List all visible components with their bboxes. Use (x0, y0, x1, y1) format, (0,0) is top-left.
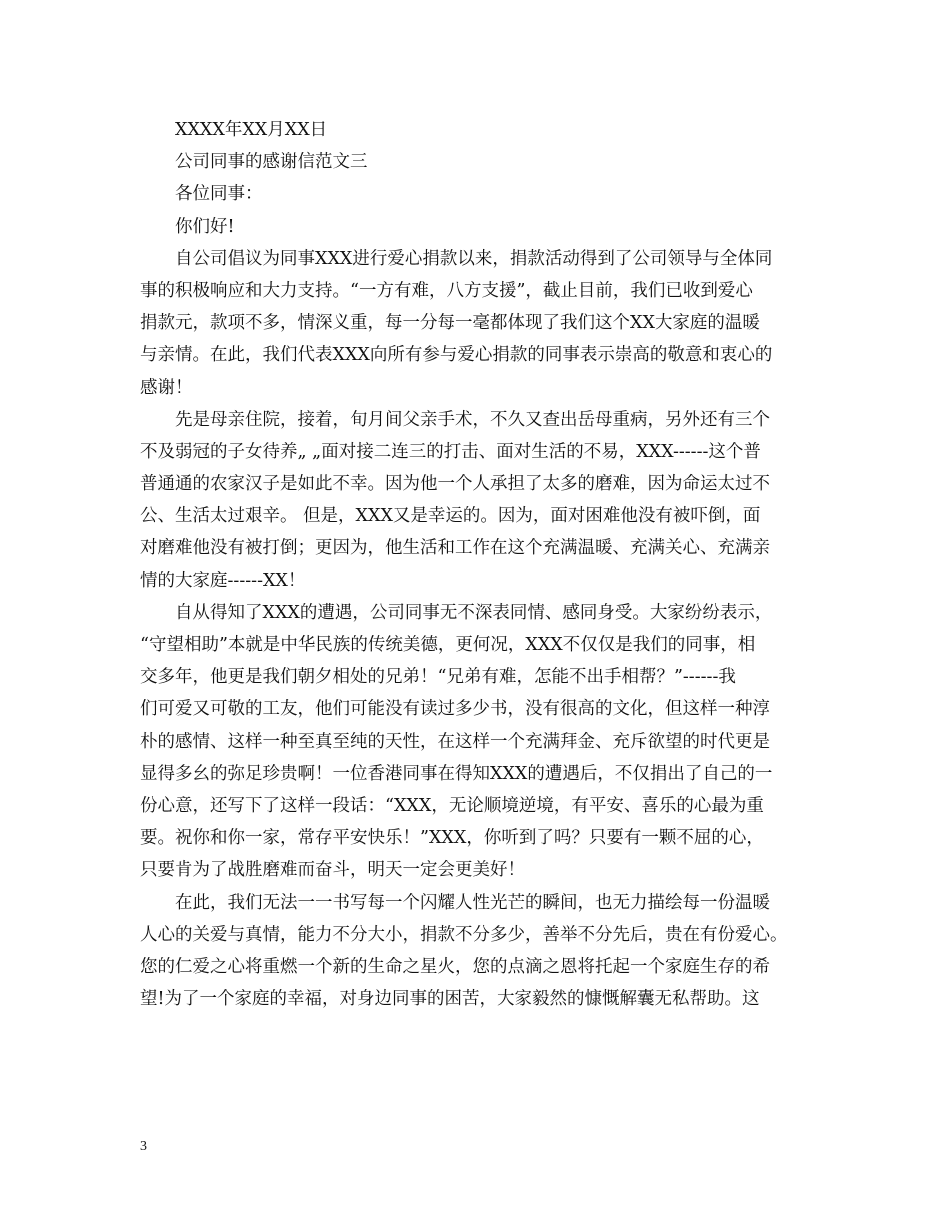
text-line: 你们好! (175, 216, 235, 237)
text-line: 人心的关爱与真情，能力不分大小，捐款不分多少，善举不分先后，贵在有份爱心。 (140, 924, 788, 945)
letter-body (140, 114, 812, 1015)
text-line: 要。祝你和你一家，常存平安快乐！”XXX，你听到了吗？只要有一颗不屈的心， (140, 828, 764, 849)
text-line: 自公司倡议为同事XXX进行爱心捐款以来，捐款活动得到了公司领导与全体同 (175, 248, 773, 269)
text-line: 感谢！ (140, 377, 193, 398)
text-line: 情的大家庭------XX！ (140, 570, 306, 591)
text-line: 各位同事： (175, 184, 263, 205)
text-line: 份心意，还写下了这样一段话：“XXX，无论顺境逆境，有平安、喜乐的心最为重 (140, 795, 764, 816)
text-line: 公司同事的感谢信范文三 (175, 152, 368, 173)
text-line: 们可爱又可敬的工友，他们可能没有读过多少书，没有很高的文化，但这样一种淳 (140, 699, 770, 720)
text-line: 只要肯为了战胜磨难而奋斗，明天一定会更美好！ (140, 860, 525, 881)
text-line: 朴的感情、这样一种至真至纯的天性，在这样一个充满拜金、充斥欲望的时代更是 (140, 731, 770, 752)
text-line: 不及弱冠的子女待养„ „面对接二连三的打击、面对生活的不易，XXX------这个普 (140, 441, 761, 462)
text-line: 在此，我们无法一一书写每一个闪耀人性光芒的瞬间，也无力描绘每一份温暖 (175, 892, 770, 913)
text-line: 与亲情。在此，我们代表XXX向所有参与爱心捐款的同事表示崇高的敬意和衷心的 (140, 345, 773, 366)
page-number: 3 (140, 1139, 147, 1154)
text-line: XXXX年XX月XX日 (175, 120, 328, 140)
text-line: 您的仁爱之心将重燃一个新的生命之星火，您的点滴之恩将托起一个家庭生存的希 (140, 956, 770, 977)
text-line: “守望相助”本就是中华民族的传统美德，更何况，XXX不仅仅是我们的同事，相 (140, 635, 756, 655)
text-line: 事的积极响应和大力支持。“一方有难，八方支援”，截止目前，我们已收到爱心 (140, 280, 753, 301)
text-line: 公、生活太过艰辛。 但是，XXX又是幸运的。因为，面对困难他没有被吓倒，面 (140, 506, 761, 527)
text-line: 捐款元，款项不多，情深义重，每一分每一毫都体现了我们这个XX大家庭的温暖 (140, 313, 760, 334)
text-line: 交多年，他更是我们朝夕相处的兄弟！“兄弟有难，怎能不出手相帮？”------我 (140, 667, 736, 688)
text-line: 自从得知了XXX的遭遇，公司同事无不深表同情、感同身受。大家纷纷表示， (175, 602, 773, 623)
text-line: 望!为了一个家庭的幸福，对身边同事的困苦，大家毅然的慷慨解囊无私帮助。这 (140, 989, 760, 1010)
text-line: 显得多幺的弥足珍贵啊！一位香港同事在得知XXX的遭遇后，不仅捐出了自己的一 (140, 763, 773, 784)
text-line: 先是母亲住院，接着，旬月间父亲手术，不久又查出岳母重病，另外还有三个 (175, 409, 770, 430)
text-line: 普通通的农家汉子是如此不幸。因为他一个人承担了太多的磨难，因为命运太过不 (140, 474, 770, 495)
text-line: 对磨难他没有被打倒；更因为，他生活和工作在这个充满温暖、充满关心、充满亲 (140, 538, 770, 559)
